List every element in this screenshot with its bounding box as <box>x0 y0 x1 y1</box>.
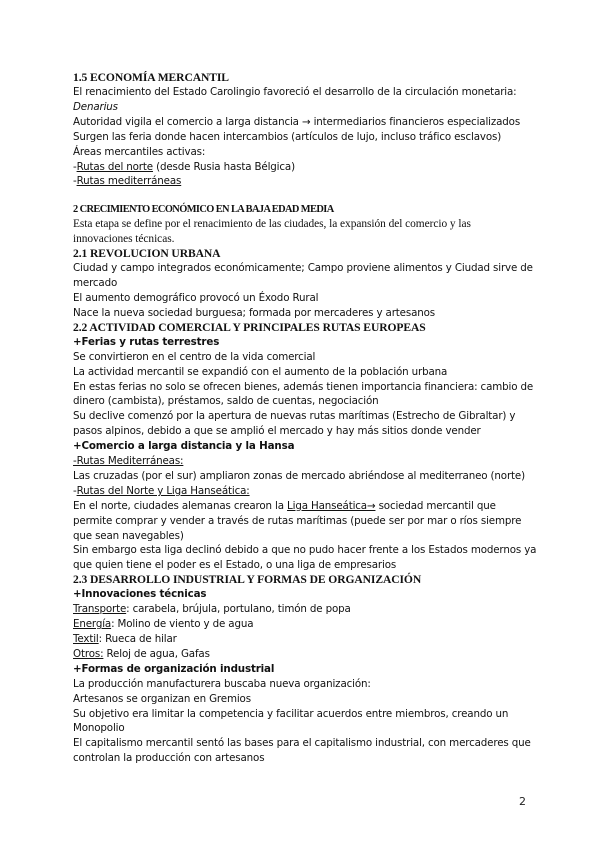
list-item: -Rutas del Norte y Liga Hanseática: <box>73 484 250 497</box>
section-heading-2-1: 2.1 REVOLUCION URBANA <box>73 247 221 261</box>
text-line-denarius: Denarius <box>73 100 118 113</box>
text-line: Sin embargo esta liga declinó debido a que no pudo hacer frente a los Estados modernos ya <box>73 544 537 557</box>
text-line: permite comprar y vender a través de rutas marítimas (puede ser por mar o ríos siempre <box>73 514 522 527</box>
text-line: Las cruzadas (por el sur) ampliaron zonas de mercado abriéndose al mediterraneo (norte) <box>73 469 525 482</box>
underlined-term: Energía <box>73 618 112 631</box>
text-line: Su declive comenzó por la apertura de nuevas rutas marítimas (Estrecho de Gibraltar) y <box>73 410 516 423</box>
text-line: controlan la producción con artesanos <box>73 752 265 765</box>
text-line: La actividad mercantil se expandió con el aumento de la población urbana <box>73 365 448 378</box>
section-heading-1-5: 1.5 ECONOMÍA MERCANTIL <box>73 71 229 84</box>
text-line: En estas ferias no solo se ofrecen bienes, además tienen importancia financiera: cambio de <box>73 380 534 393</box>
section-heading-2-3: 2.3 DESARROLLO INDUSTRIAL Y FORMAS DE ORGANIZACIÓN <box>73 573 422 587</box>
text-line: En el norte, ciudades alemanas crearon la Liga Hanseática→ sociedad mercantil que <box>73 499 496 512</box>
text-line: que sean navegables) <box>73 529 184 542</box>
text-line: dinero (cambista), préstamos, saldo de cuentas, negociación <box>73 395 379 408</box>
list-item: Textil: Rueca de hilar <box>73 633 177 645</box>
underlined-term: Textil <box>73 633 99 645</box>
subheading: +Ferias y rutas terrestres <box>73 335 220 348</box>
arrow-icon: → <box>301 115 311 128</box>
subheading: +Innovaciones técnicas <box>73 588 207 601</box>
underlined-term: Rutas del norte <box>76 160 153 173</box>
page-content <box>73 71 537 766</box>
arrow-icon: → <box>366 499 376 512</box>
list-item: -Rutas mediterráneas <box>73 175 182 188</box>
text-line: El renacimiento del Estado Carolingio favoreció el desarrollo de la circulación monetaria: <box>73 86 517 98</box>
underlined-term: -Rutas Mediterráneas: <box>73 455 184 468</box>
text-line: El capitalismo mercantil sentó las bases para el capitalismo industrial, con mercaderes que <box>73 737 531 750</box>
text-line: El aumento demográfico provocó un Éxodo Rural <box>73 291 319 304</box>
page-number: 2 <box>519 795 526 808</box>
text-line: Su objetivo era limitar la competencia y facilitar acuerdos entre miembros, creando un <box>73 707 509 720</box>
text-line: Ciudad y campo integrados económicamente; Campo proviene alimentos y Ciudad sirve de <box>73 262 533 275</box>
text-line: que quien tiene el poder es el Estado, o una liga de empresarios <box>73 559 397 572</box>
list-item: Energía: Molino de viento y de agua <box>73 618 254 631</box>
text-line: Artesanos se organizan en Gremios <box>73 692 251 705</box>
subheading: +Comercio a larga distancia y la Hansa <box>73 440 295 453</box>
text-line: Se convirtieron en el centro de la vida comercial <box>73 350 316 363</box>
underlined-term: Liga Hanseática→ <box>287 499 376 512</box>
underlined-term: Otros: <box>73 647 104 660</box>
list-item: Otros: Reloj de agua, Gafas <box>73 647 210 660</box>
text-line: Nace la nueva sociedad burguesa; formada por mercaderes y artesanos <box>73 306 435 319</box>
text-line: Monopolio <box>73 722 125 735</box>
intro-paragraph: Esta etapa se define por el renacimiento de las ciudades, la expansión del comercio y las innovaciones técnicas. <box>73 218 471 246</box>
text-line: Áreas mercantiles activas: <box>73 145 206 158</box>
text-line: pasos alpinos, debido a que se amplió el mercado y hay más sitios donde vender <box>73 425 481 438</box>
underlined-term: Transporte <box>73 603 127 616</box>
text-line: La producción manufacturera buscaba nueva organización: <box>73 677 371 690</box>
text-line: Surgen las feria donde hacen intercambios (artículos de lujo, incluso tráfico esclavos) <box>73 130 502 143</box>
underlined-term: Rutas del Norte y Liga Hanseática: <box>76 484 250 497</box>
list-item: Transporte: carabela, brújula, portulano, timón de popa <box>73 603 351 616</box>
list-item: -Rutas del norte (desde Rusia hasta Bélgica) <box>73 160 295 173</box>
text-line: mercado <box>73 277 118 290</box>
section-heading-2-2: 2.2 ACTIVIDAD COMERCIAL Y PRINCIPALES RUTAS EUROPEAS <box>73 320 426 334</box>
subheading: +Formas de organización industrial <box>73 662 275 675</box>
underlined-term: Rutas mediterráneas <box>76 175 182 188</box>
text-line: Autoridad vigila el comercio a larga distancia → intermediarios financieros especializados <box>73 115 521 128</box>
section-heading-2: 2 CRECIMIENTO ECONÓMICO EN LA BAJA EDAD MEDIA <box>73 204 334 216</box>
